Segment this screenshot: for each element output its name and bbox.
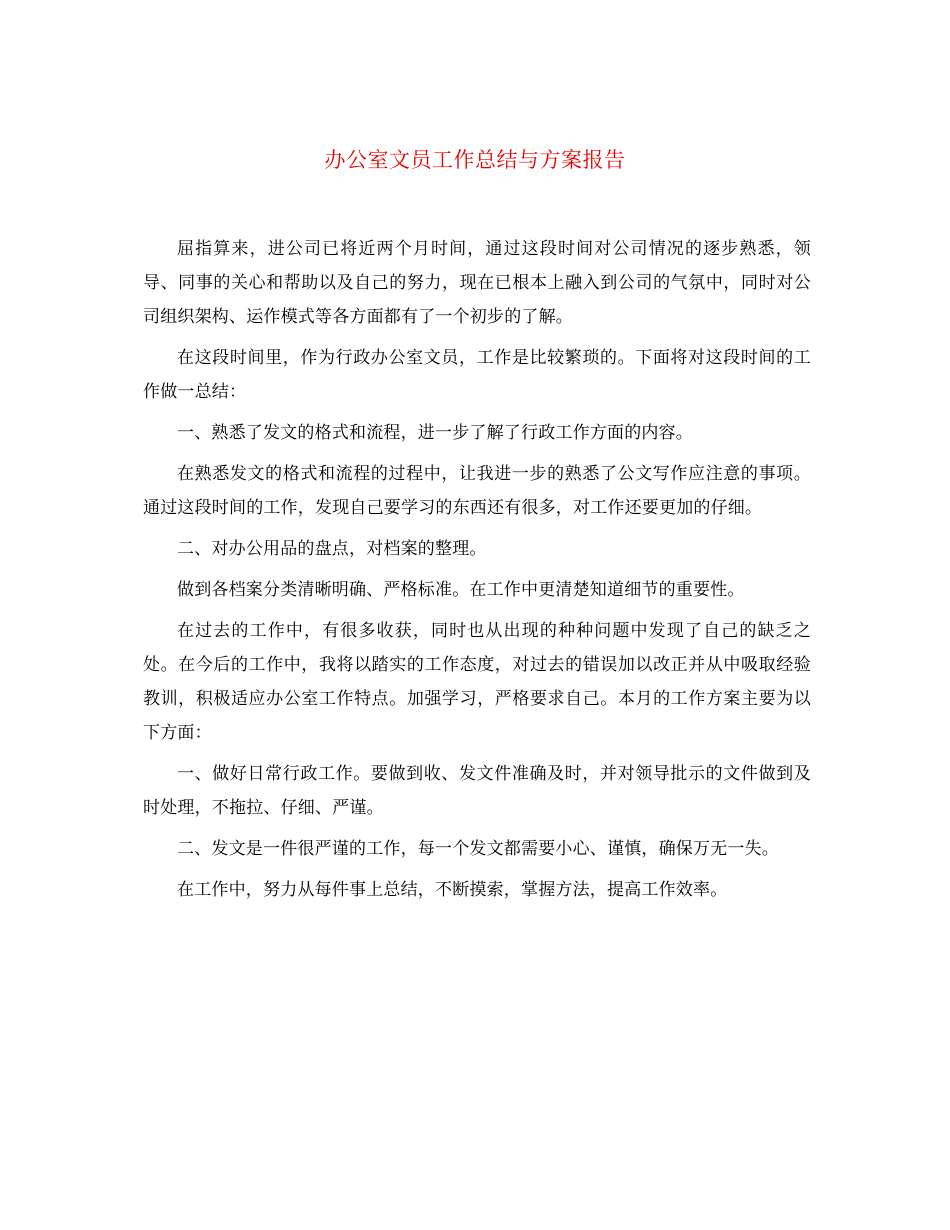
- paragraph: 在工作中，努力从每件事上总结，不断摸索，掌握方法，提高工作效率。: [177, 880, 728, 900]
- plan-item: 二、发文是一件很严谨的工作，每一个发文都需要小心、谨慎，确保万无一失。: [177, 839, 779, 859]
- section-heading: 一、熟悉了发文的格式和流程，进一步了解了行政工作方面的内容。: [177, 423, 693, 443]
- document-body: [143, 232, 811, 914]
- paragraph: 屈指算来，进公司已将近两个月时间，通过这段时间对公司情况的逐步熟悉，领导、同事的关心和帮助以及自己的努力，现在已根本上融入到公司的气氛中，同时对公司组织架构、运作模式等各方面都有了一个初步的了解。: [143, 239, 811, 327]
- paragraph: 在熟悉发文的格式和流程的过程中，让我进一步的熟悉了公文写作应注意的事项。通过这段时间的工作，发现自己要学习的东西还有很多，对工作还要更加的仔细。: [143, 464, 811, 518]
- section-heading: 二、对办公用品的盘点，对档案的整理。: [177, 539, 487, 559]
- plan-item: 一、做好日常行政工作。要做到收、发文件准确及时，并对领导批示的文件做到及时处理，不拖拉、仔细、严谨。: [143, 764, 811, 818]
- document-title: 办公室文员工作总结与方案报告: [324, 148, 626, 172]
- paragraph: 在过去的工作中，有很多收获，同时也从出现的种种问题中发现了自己的缺乏之处。在今后的工作中，我将以踏实的工作态度，对过去的错误加以改正并从中吸取经验教训，积极适应办公室工作特点。加强学习，严格要求自己。本月的工作方案主要为以下方面：: [143, 621, 811, 743]
- paragraph: 做到各档案分类清晰明确、严格标准。在工作中更清楚知道细节的重要性。: [177, 580, 745, 600]
- paragraph: 在这段时间里，作为行政办公室文员，工作是比较繁琐的。下面将对这段时间的工作做一总结：: [143, 348, 811, 402]
